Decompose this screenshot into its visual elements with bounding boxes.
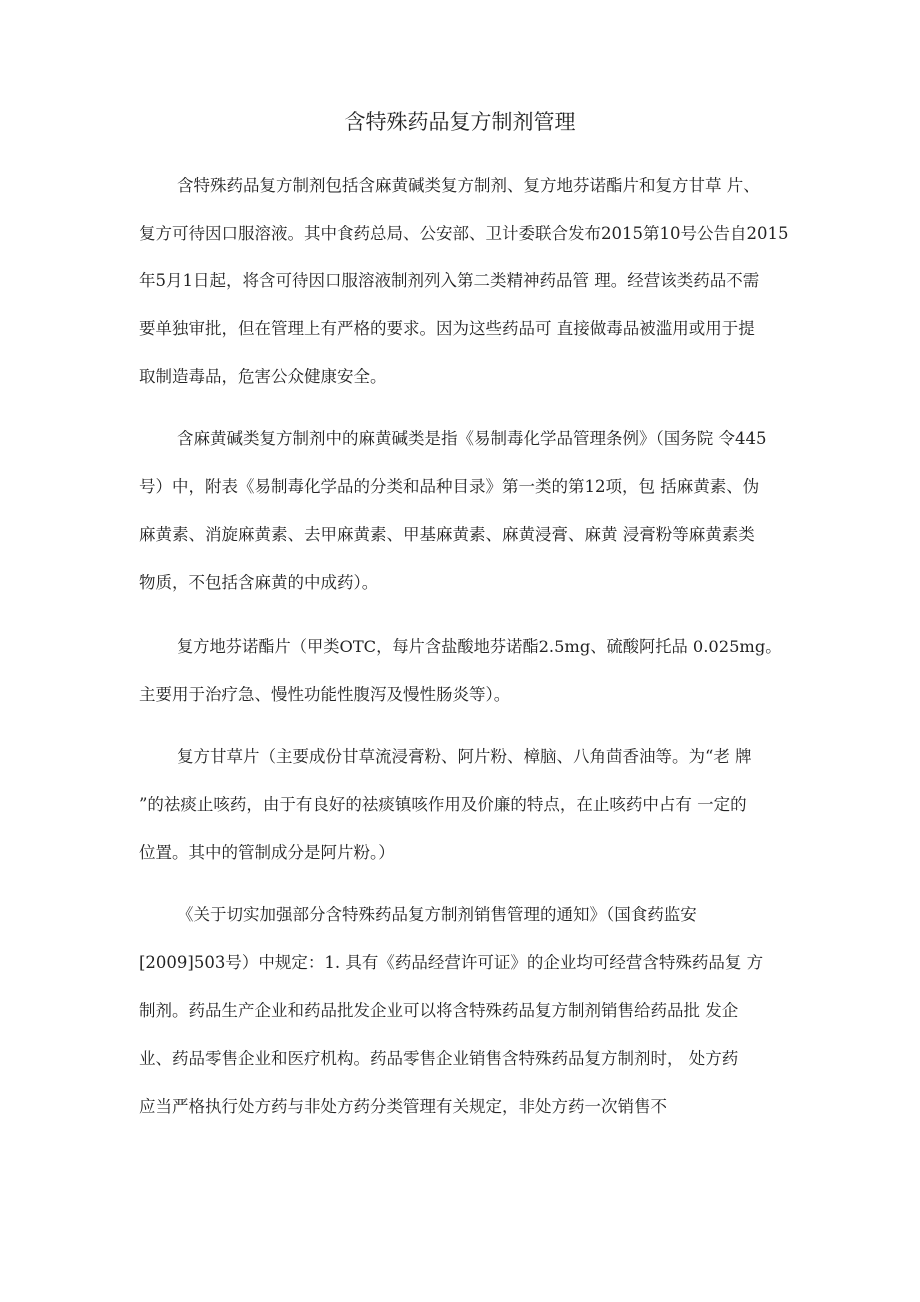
paragraph-4-line-1: 复方甘草片（主要成份甘草流浸膏粉、阿片粉、樟脑、八角茴香油等。为“老 牌 — [177, 747, 752, 766]
paragraph-4-line-3: 位置。其中的管制成分是阿片粉。） — [139, 843, 395, 862]
paragraph-5-line-3: 制剂。药品生产企业和药品批发企业可以将含特殊药品复方制剂销售给药品批 发企 — [139, 1001, 739, 1020]
paragraph-2-line-1: 含麻黄碱类复方制剂中的麻黄碱类是指《易制毒化学品管理条例》（国务院 令445 — [177, 429, 767, 448]
paragraph-5-line-4: 业、药品零售企业和医疗机构。药品零售企业销售含特殊药品复方制剂时， 处方药 — [139, 1049, 739, 1068]
paragraph-1-line-3: 年5月1日起，将含可待因口服溶液制剂列入第二类精神药品管 理。经营该类药品不需 — [139, 271, 760, 290]
paragraph-3-line-2: 主要用于治疗急、慢性功能性腹泻及慢性肠炎等）。 — [139, 685, 511, 704]
paragraph-4-line-2: ”的祛痰止咳药，由于有良好的祛痰镇咳作用及价廉的特点，在止咳药中占有 一定的 — [139, 795, 747, 814]
paragraph-1-line-5: 取制造毒品，危害公众健康安全。 — [139, 367, 387, 386]
paragraph-1-line-1: 含特殊药品复方制剂包括含麻黄碱类复方制剂、复方地芬诺酯片和复方甘草 片、 — [177, 176, 760, 195]
paragraph-5-line-5: 应当严格执行处方药与非处方药分类管理有关规定，非处方药一次销售不 — [139, 1097, 667, 1116]
paragraph-1-line-2: 复方可待因口服溶液。其中食药总局、公安部、卫计委联合发布2015第10号公告自2015 — [139, 224, 789, 243]
paragraph-2-line-2: 号）中，附表《易制毒化学品的分类和品种目录》第一类的第12项，包 括麻黄素、伪 — [139, 477, 760, 496]
paragraph-2-line-3: 麻黄素、消旋麻黄素、去甲麻黄素、甲基麻黄素、麻黄浸膏、麻黄 浸膏粉等麻黄素类 — [139, 525, 755, 544]
paragraph-1-line-4: 要单独审批，但在管理上有严格的要求。因为这些药品可 直接做毒品被滥用或用于提 — [139, 319, 755, 338]
paragraph-3-line-1: 复方地芬诺酯片（甲类OTC，每片含盐酸地芬诺酯2.5mg、硫酸阿托品 0.025mg。 — [177, 637, 782, 656]
document-title: 含特殊药品复方制剂管理 — [344, 110, 576, 134]
paragraph-5-line-1: 《关于切实加强部分含特殊药品复方制剂销售管理的通知》（国食药监安 — [177, 905, 697, 924]
paragraph-5-line-2: [2009]503号）中规定：1. 具有《药品经营许可证》的企业均可经营含特殊药品复 方 — [139, 953, 764, 972]
paragraph-2-line-4: 物质，不包括含麻黄的中成药）。 — [139, 573, 379, 592]
